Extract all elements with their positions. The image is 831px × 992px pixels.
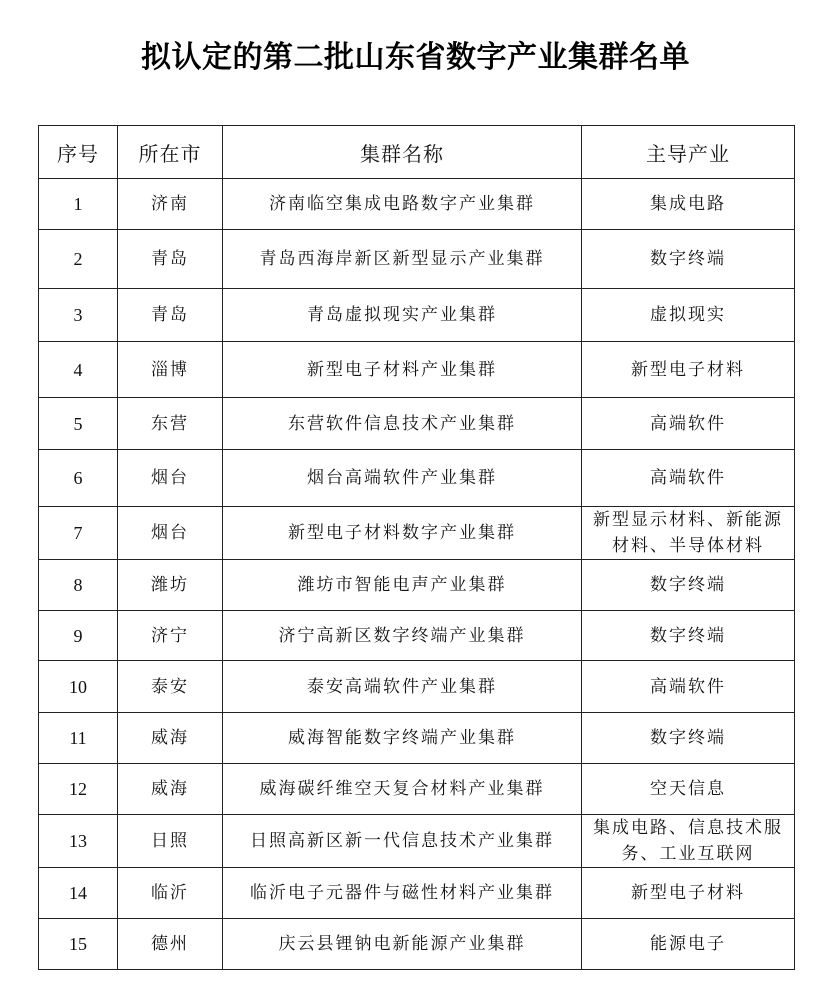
cell-cluster-name: 新型电子材料数字产业集群	[223, 507, 582, 560]
table-row	[39, 661, 795, 713]
cell-city: 潍坊	[118, 560, 223, 611]
cell-serial-number: 13	[39, 815, 118, 868]
cell-serial-number: 6	[39, 450, 118, 507]
cell-serial-number: 14	[39, 868, 118, 919]
cell-cluster-name: 潍坊市智能电声产业集群	[223, 560, 582, 611]
table-row	[39, 450, 795, 507]
header-cluster-name: 集群名称	[223, 126, 582, 179]
table-row	[39, 919, 795, 970]
cell-leading-industry: 数字终端	[582, 611, 795, 661]
cell-cluster-name: 青岛虚拟现实产业集群	[223, 289, 582, 342]
cell-cluster-name: 日照高新区新一代信息技术产业集群	[223, 815, 582, 868]
cell-city: 青岛	[118, 230, 223, 289]
cell-serial-number: 7	[39, 507, 118, 560]
table-header-row	[39, 126, 795, 179]
cell-leading-industry: 集成电路、信息技术服务、工业互联网	[582, 815, 795, 868]
table-row	[39, 398, 795, 450]
cell-serial-number: 3	[39, 289, 118, 342]
cell-cluster-name: 新型电子材料产业集群	[223, 342, 582, 398]
cell-leading-industry: 高端软件	[582, 398, 795, 450]
table-row	[39, 815, 795, 868]
cell-city: 日照	[118, 815, 223, 868]
cell-cluster-name: 济宁高新区数字终端产业集群	[223, 611, 582, 661]
cell-cluster-name: 威海碳纤维空天复合材料产业集群	[223, 764, 582, 815]
cell-cluster-name: 威海智能数字终端产业集群	[223, 713, 582, 764]
cell-cluster-name: 东营软件信息技术产业集群	[223, 398, 582, 450]
cell-leading-industry: 数字终端	[582, 230, 795, 289]
cell-serial-number: 8	[39, 560, 118, 611]
cell-city: 临沂	[118, 868, 223, 919]
cell-city: 东营	[118, 398, 223, 450]
cell-serial-number: 1	[39, 179, 118, 230]
table-row	[39, 507, 795, 560]
cell-city: 德州	[118, 919, 223, 970]
cell-city: 烟台	[118, 507, 223, 560]
cell-serial-number: 9	[39, 611, 118, 661]
cell-leading-industry: 集成电路	[582, 179, 795, 230]
cell-leading-industry: 新型显示材料、新能源材料、半导体材料	[582, 507, 795, 560]
cell-leading-industry: 新型电子材料	[582, 868, 795, 919]
cell-cluster-name: 济南临空集成电路数字产业集群	[223, 179, 582, 230]
page-title: 拟认定的第二批山东省数字产业集群名单	[141, 40, 690, 75]
cell-serial-number: 4	[39, 342, 118, 398]
cell-city: 青岛	[118, 289, 223, 342]
header-city: 所在市	[118, 126, 223, 179]
cell-city: 济宁	[118, 611, 223, 661]
header-leading-industry: 主导产业	[582, 126, 795, 179]
cell-serial-number: 11	[39, 713, 118, 764]
cell-leading-industry: 数字终端	[582, 713, 795, 764]
cell-cluster-name: 泰安高端软件产业集群	[223, 661, 582, 713]
cell-leading-industry: 新型电子材料	[582, 342, 795, 398]
cell-cluster-name: 庆云县锂钠电新能源产业集群	[223, 919, 582, 970]
cell-leading-industry: 高端软件	[582, 661, 795, 713]
cell-leading-industry: 虚拟现实	[582, 289, 795, 342]
header-serial-number: 序号	[39, 126, 118, 179]
table-row	[39, 560, 795, 611]
cell-cluster-name: 青岛西海岸新区新型显示产业集群	[223, 230, 582, 289]
table-row	[39, 342, 795, 398]
cell-leading-industry: 空天信息	[582, 764, 795, 815]
table-row	[39, 289, 795, 342]
cell-leading-industry: 高端软件	[582, 450, 795, 507]
table-row	[39, 764, 795, 815]
cell-serial-number: 12	[39, 764, 118, 815]
table-row	[39, 230, 795, 289]
cell-serial-number: 5	[39, 398, 118, 450]
table-row	[39, 868, 795, 919]
cell-city: 威海	[118, 764, 223, 815]
cell-leading-industry: 能源电子	[582, 919, 795, 970]
cell-serial-number: 15	[39, 919, 118, 970]
cell-cluster-name: 临沂电子元器件与磁性材料产业集群	[223, 868, 582, 919]
cell-city: 烟台	[118, 450, 223, 507]
cluster-table	[38, 125, 795, 970]
cell-serial-number: 10	[39, 661, 118, 713]
table-row	[39, 713, 795, 764]
cell-cluster-name: 烟台高端软件产业集群	[223, 450, 582, 507]
cell-city: 济南	[118, 179, 223, 230]
cell-city: 泰安	[118, 661, 223, 713]
cell-serial-number: 2	[39, 230, 118, 289]
cell-city: 威海	[118, 713, 223, 764]
cell-leading-industry: 数字终端	[582, 560, 795, 611]
table-row	[39, 179, 795, 230]
table-row	[39, 611, 795, 661]
cell-city: 淄博	[118, 342, 223, 398]
